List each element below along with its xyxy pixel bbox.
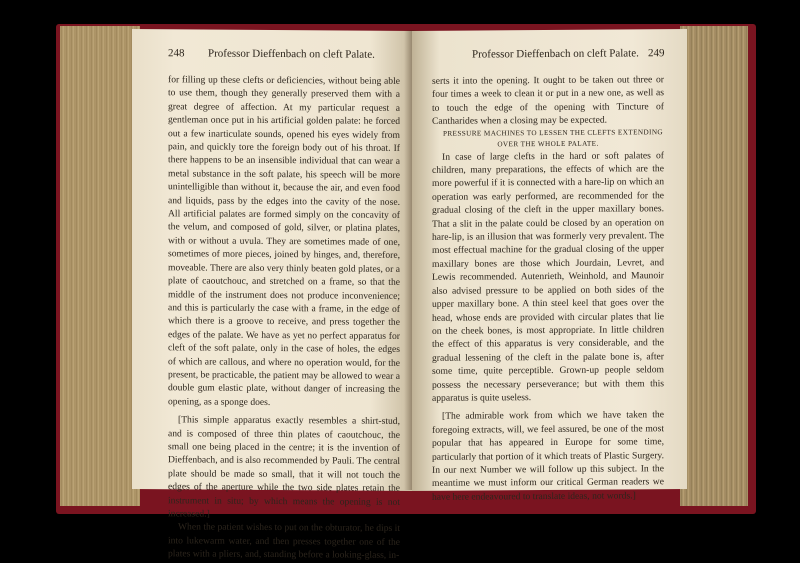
section-heading: PRESSURE MACHINES TO LESSEN THE CLEFTS EXTENDING OVER THE WHOLE PALATE.: [442, 127, 664, 148]
right-paragraph-1: serts it into the opening. It ought to be taken out three or four times a week to clean it or put in a new one, as well as to touch the edge of the opening with Tincture of Cantharides when a closing may be expected.: [432, 74, 664, 128]
right-paragraph-note: [The admirable work from which we have taken the foregoing extracts, will, we feel assured, be one of the most popular that has appeared in Europe for some time, particularly that portion of it which treats of Plastic Surgery. In our next Number we will follow up this subject. In the meantime we must inform our critical German readers we have here endeavoured to translate ideas, not words.]: [432, 409, 664, 503]
left-paragraph-note: [This simple apparatus exactly resembles a shirt-stud, and is composed of three thin plates of caoutchouc, the small one being placed in the centre; it is the invention of Dieffenbach, and is also recommended by Pauli. The central plate should be made so small, that it will not touch the edges of the aperture while the two side plates retain the instrument in situ; by which means the opening is not increased.]: [168, 414, 400, 520]
left-page-number: 248: [168, 47, 185, 60]
right-paragraph-2: In case of large clefts in the hard or soft palates of children, many preparations, the effects of which are the more powerful if it is connected with a hare-lip on which an operation was early performed, are recommended for the gradual closing of the cleft in the upper maxillary bones. That a slit in the palate could be closed by an operation on hare-lip, is an illusion that was formerly very prevalent. The most effectual machine for the gradual closing of the upper maxillary bones are those which Jourdain, Levret, and Lewis recommended. Autenrieth, Weinhold, and Maunoir also advised pressure to be applied on both sides of the upper maxillary bone. A thin steel keel that goes over the head, whose ends are provided with circular plates that lie on the cheek bones, is most appropriate. In little children the effect of this apparatus is very considerable, and the gradual lessening of the cleft in the palate bone is, after some time, quite perceptible. Grown-up people seldom possess the necessary perseverance; but with them this apparatus is quite useless.: [432, 149, 664, 404]
right-page-number: 249: [648, 47, 665, 60]
left-page-text: [168, 73, 400, 562]
left-page-edges: [60, 26, 140, 506]
left-page: [132, 29, 412, 562]
right-page-text: [432, 73, 664, 504]
right-page-edges: [680, 26, 748, 506]
left-running-head: Professor Dieffenbach on cleft Palate.: [208, 47, 375, 61]
left-paragraph-1: for filling up these clefts or deficiencies, without being able to use them, though they generally preserved them with a great degree of affection. At my particular request a gentleman once put in his artificial golden palate: he forced out a few inarticulate sounds, opened his eyes widely from pain, and quickly tore the foreign body out of his throat. If there happens to be an insensible individual that can wear a metal substance in the soft palate, his speech will be more unintelligible than without it, because the air, and even food and liquids, pass by the edges into the cavity of the nose. All artificial palates are formed simply on the concavity of the velum, and composed of gold, silver, or platina plates, with or without a uvula. They are sometimes made of one, sometimes of more pieces, joined by hinges, and, therefore, moveable. There are also very thinly beaten gold plates, or a plate of caoutchouc, and stretched on a frame, so that the middle of the instrument does not produce inconvenience; and this is particularly the case with a frame, in the edge of which there is a groove to receive, and press together the edges of the palate. We have as yet no perfect apparatus for cleft of the soft palate, only in the case of holes, the edges of which are callous, and where no operation would, for the present, be practicable, the patient may be allowed to wear a double gum elastic plate, without danger of increasing the opening, as a sponge does.: [168, 74, 400, 408]
left-paragraph-3: When the patient wishes to put on the obturator, he dips it into lukewarm water, and then presses together one of the plates with a pliers, and, standing before a looking-glass, in-: [168, 521, 400, 562]
right-page: [412, 29, 687, 503]
right-running-head: Professor Dieffenbach on cleft Palate.: [472, 47, 639, 61]
